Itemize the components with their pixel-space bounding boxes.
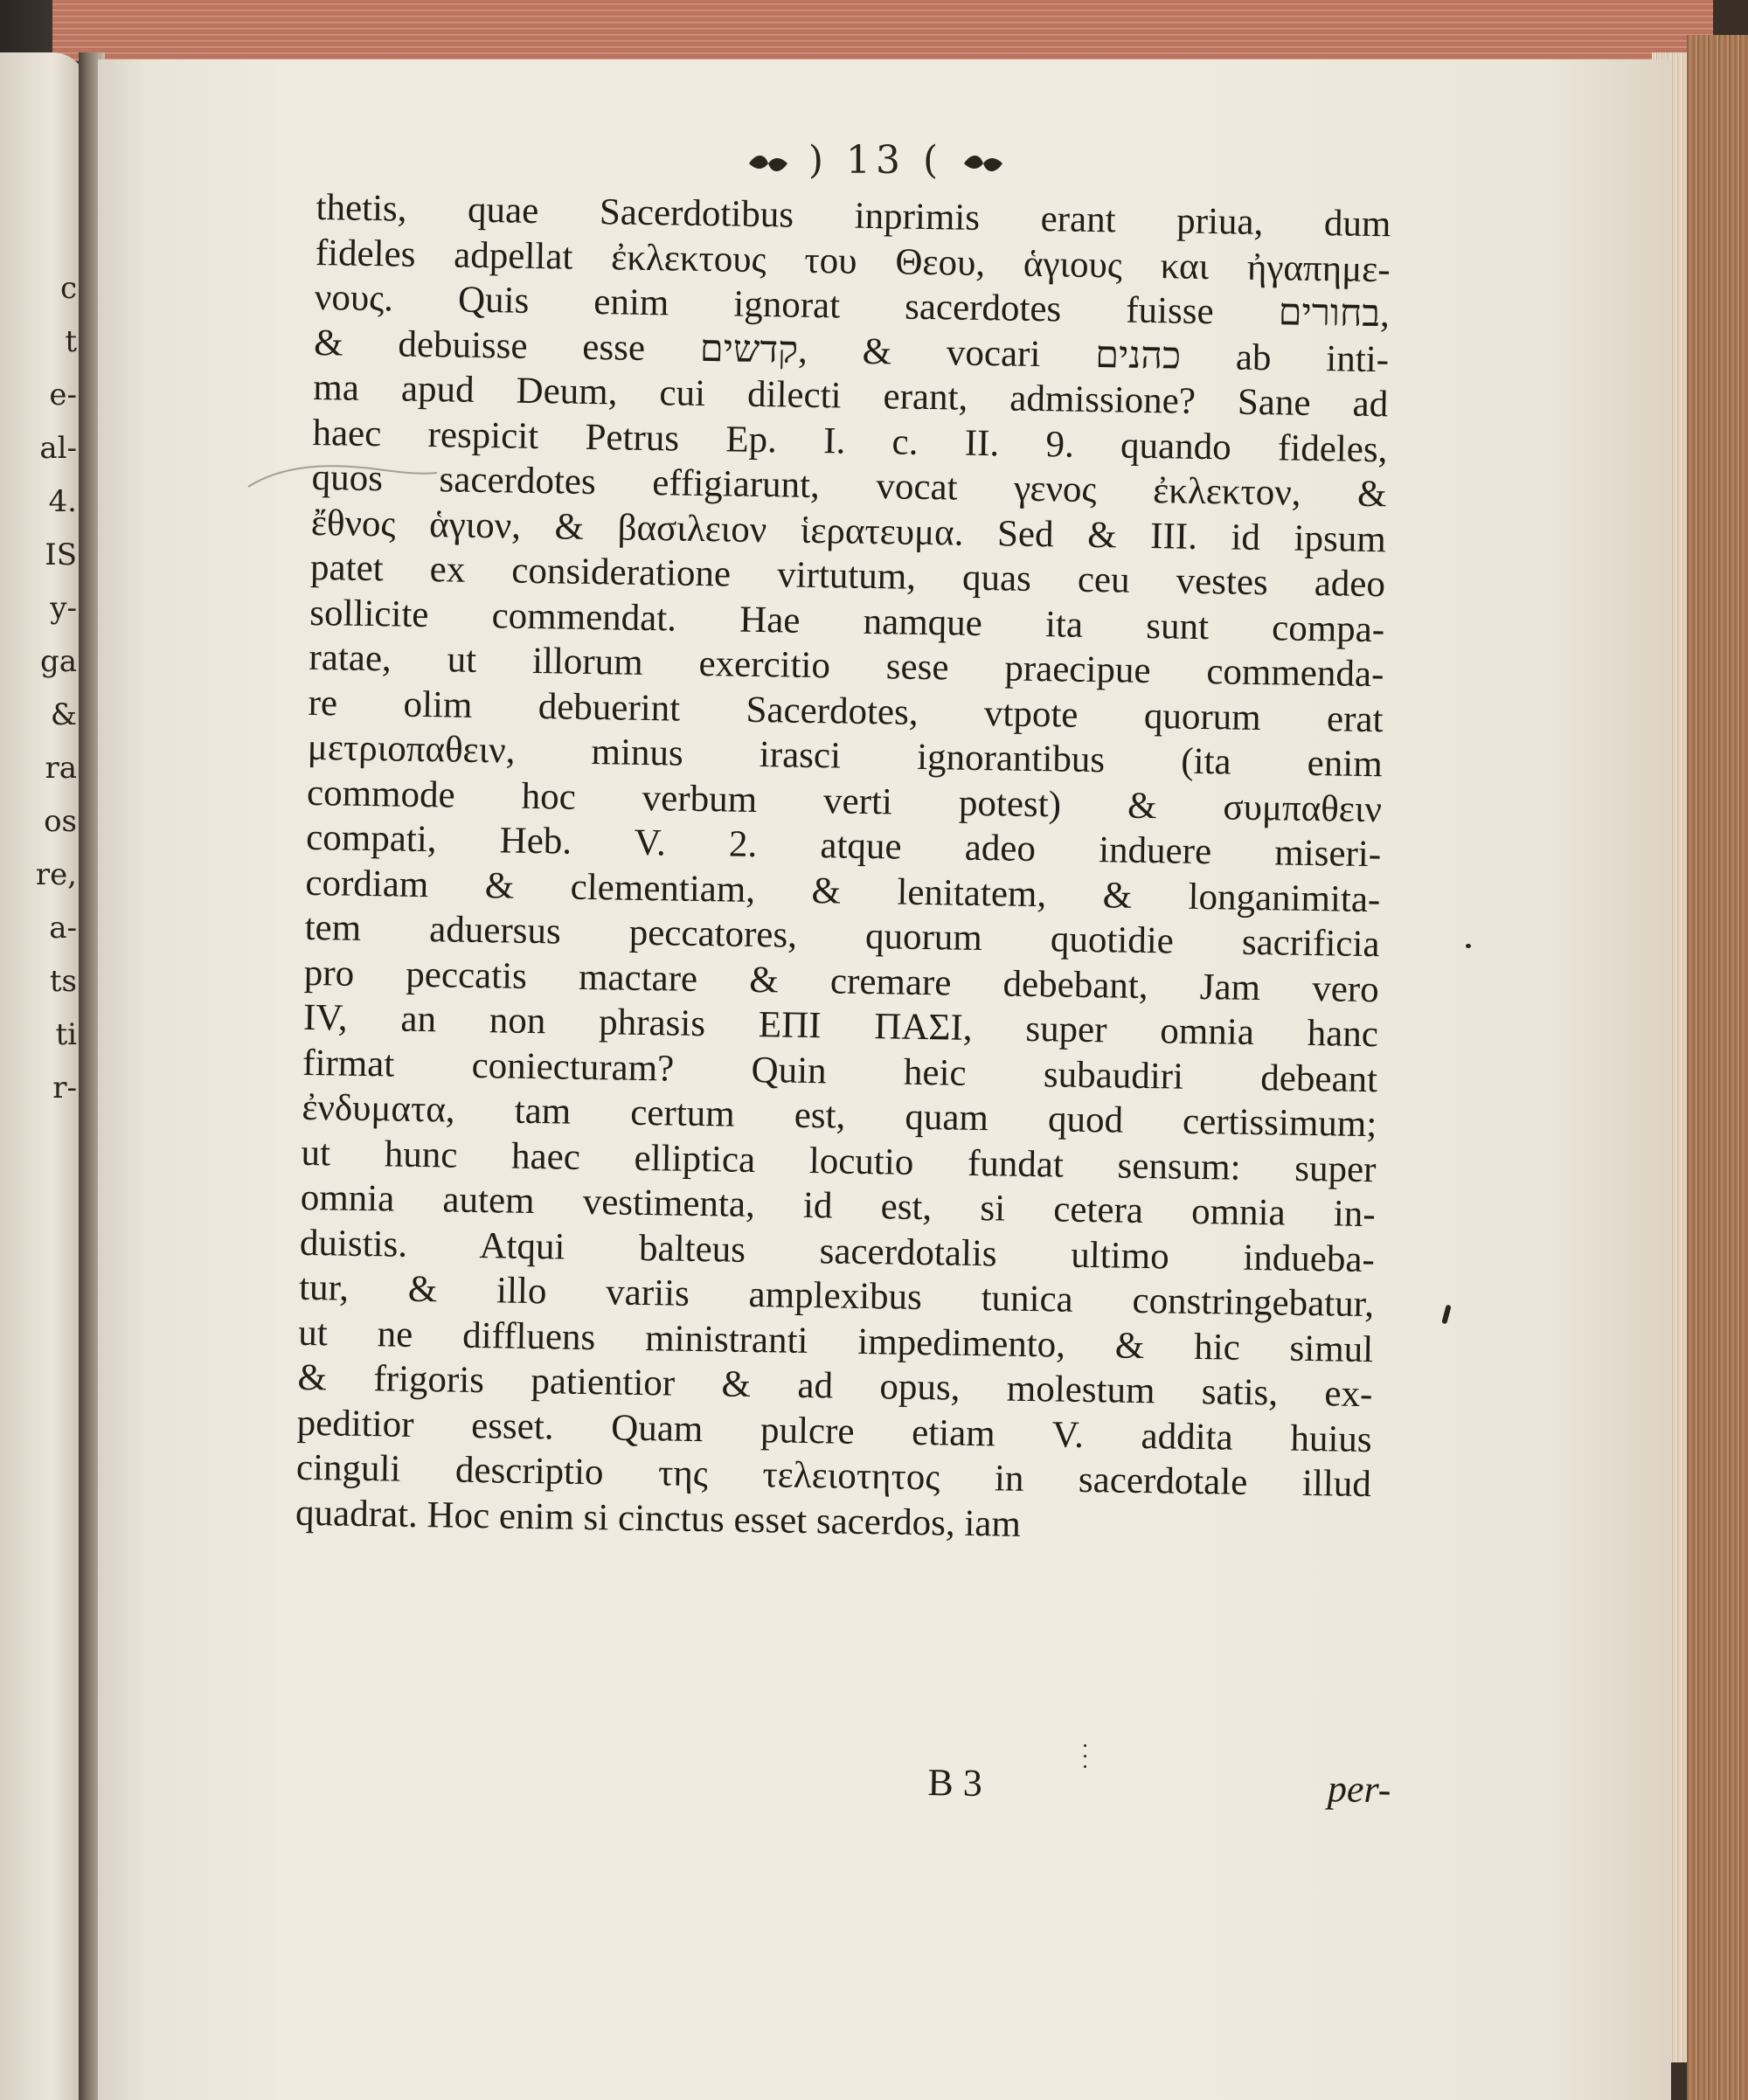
right-page — [98, 59, 1671, 2100]
left-margin-text: c t e- al- 4. IS y- ga & ra os re, a- ts ti r- — [35, 271, 77, 1105]
text-line: patet ex consideratione virtutum, quas ceu vestes adeo — [309, 546, 1386, 606]
signature-mark: B 3 — [927, 1760, 983, 1805]
text-line: ἐνδυματα, tam certum est, quam quod certissimum; — [302, 1086, 1377, 1146]
catchword: per- — [1327, 1767, 1391, 1812]
ink-speck — [1084, 1755, 1086, 1757]
text-line: sollicite commendat. Hae namque ita sunt compa- — [309, 592, 1385, 650]
text-line: νους. Quis enim ignorat sacerdotes fuisse בחורים, — [314, 276, 1391, 336]
text-line: quadrat. Hoc enim si cinctus esset sacerdos, iam — [295, 1492, 1022, 1545]
text-line: omnia autem vestimenta, id est, si cetera omnia in- — [300, 1176, 1377, 1236]
text-line: pro peccatis mactare & cremare debebant, Jam vero — [303, 952, 1380, 1010]
text-line: cinguli descriptio της τελειοτητος in sacerdotale illud — [295, 1446, 1372, 1506]
book-top-edge — [52, 0, 1713, 61]
ink-speck — [1441, 1305, 1451, 1325]
text-line: re olim debuerint Sacerdotes, vtpote quorum erat — [308, 682, 1384, 740]
text-line: & frigoris patientior & ad opus, molestum satis, ex- — [297, 1356, 1373, 1416]
body-text-block — [295, 185, 1391, 1552]
text-line: ἔθνος ἁγιον, & βασιλειον ἱερατευμα. Sed & III. id ipsum — [310, 502, 1387, 560]
text-line: μετριοπαθειν, minus irasci ignorantibus (ita enim — [307, 726, 1384, 786]
text-line: & debuisse esse קדשים, & vocari כהנים ab inti- — [313, 322, 1390, 380]
ink-speck — [1084, 1744, 1086, 1747]
text-line: ratae, ut illorum exercitio sese praecipue commenda- — [309, 636, 1384, 696]
book-fore-edge — [1687, 35, 1748, 2100]
right-ornament-icon — [961, 153, 1006, 174]
text-line: quos sacerdotes effigiarunt, vocat γενος ἐκλεκτον, & — [311, 456, 1387, 516]
ink-speck — [1084, 1765, 1086, 1768]
text-line: haec respicit Petrus Ep. I. c. II. 9. quando fideles, — [312, 412, 1388, 470]
page-footer — [316, 1750, 1391, 1812]
text-line: IV, an non phrasis ΕΠΙ ΠΑΣΙ, super omnia hanc — [302, 996, 1379, 1056]
text-line: peditior esset. Quam pulcre etiam V. addita huius — [296, 1402, 1372, 1460]
pencil-stroke-mark — [246, 457, 439, 492]
text-line: ma apud Deum, cui dilecti erant, admissione? Sane ad — [312, 366, 1389, 426]
text-line: cordiam & clementiam, & lenitatem, & longanimita- — [305, 862, 1381, 920]
text-line: compati, Heb. V. 2. atque adeo induere miseri- — [305, 816, 1382, 876]
page-header — [675, 138, 1077, 183]
text-line: tur, & illo variis amplexibus tunica constringebatur, — [298, 1266, 1375, 1326]
text-line: tem aduersus peccatores, quorum quotidie sacrificia — [304, 906, 1380, 966]
left-page-fragment — [0, 52, 87, 2100]
text-line: commode hoc verbum verti potest) & συμπαθειν — [306, 772, 1383, 830]
text-line: ut hunc haec elliptica locutio fundat sensum: super — [301, 1132, 1377, 1190]
text-line: duistis. Atqui balteus sacerdotalis ultimo indueba- — [299, 1222, 1376, 1280]
text-line: ut ne diffluens ministranti impedimento, & hic simul — [298, 1312, 1374, 1370]
ink-speck — [1466, 944, 1471, 948]
left-ornament-icon — [746, 153, 791, 174]
page-number: ) 13 ( — [808, 138, 944, 183]
text-line: firmat coniecturam? Quin heic subaudiri debeant — [302, 1042, 1378, 1100]
text-line: thetis, quae Sacerdotibus inprimis erant priua, dum — [316, 186, 1391, 246]
text-line: fideles adpellat ἐκλεκτους του Θεου, ἁγιους και ἠγαπημε- — [315, 232, 1391, 290]
